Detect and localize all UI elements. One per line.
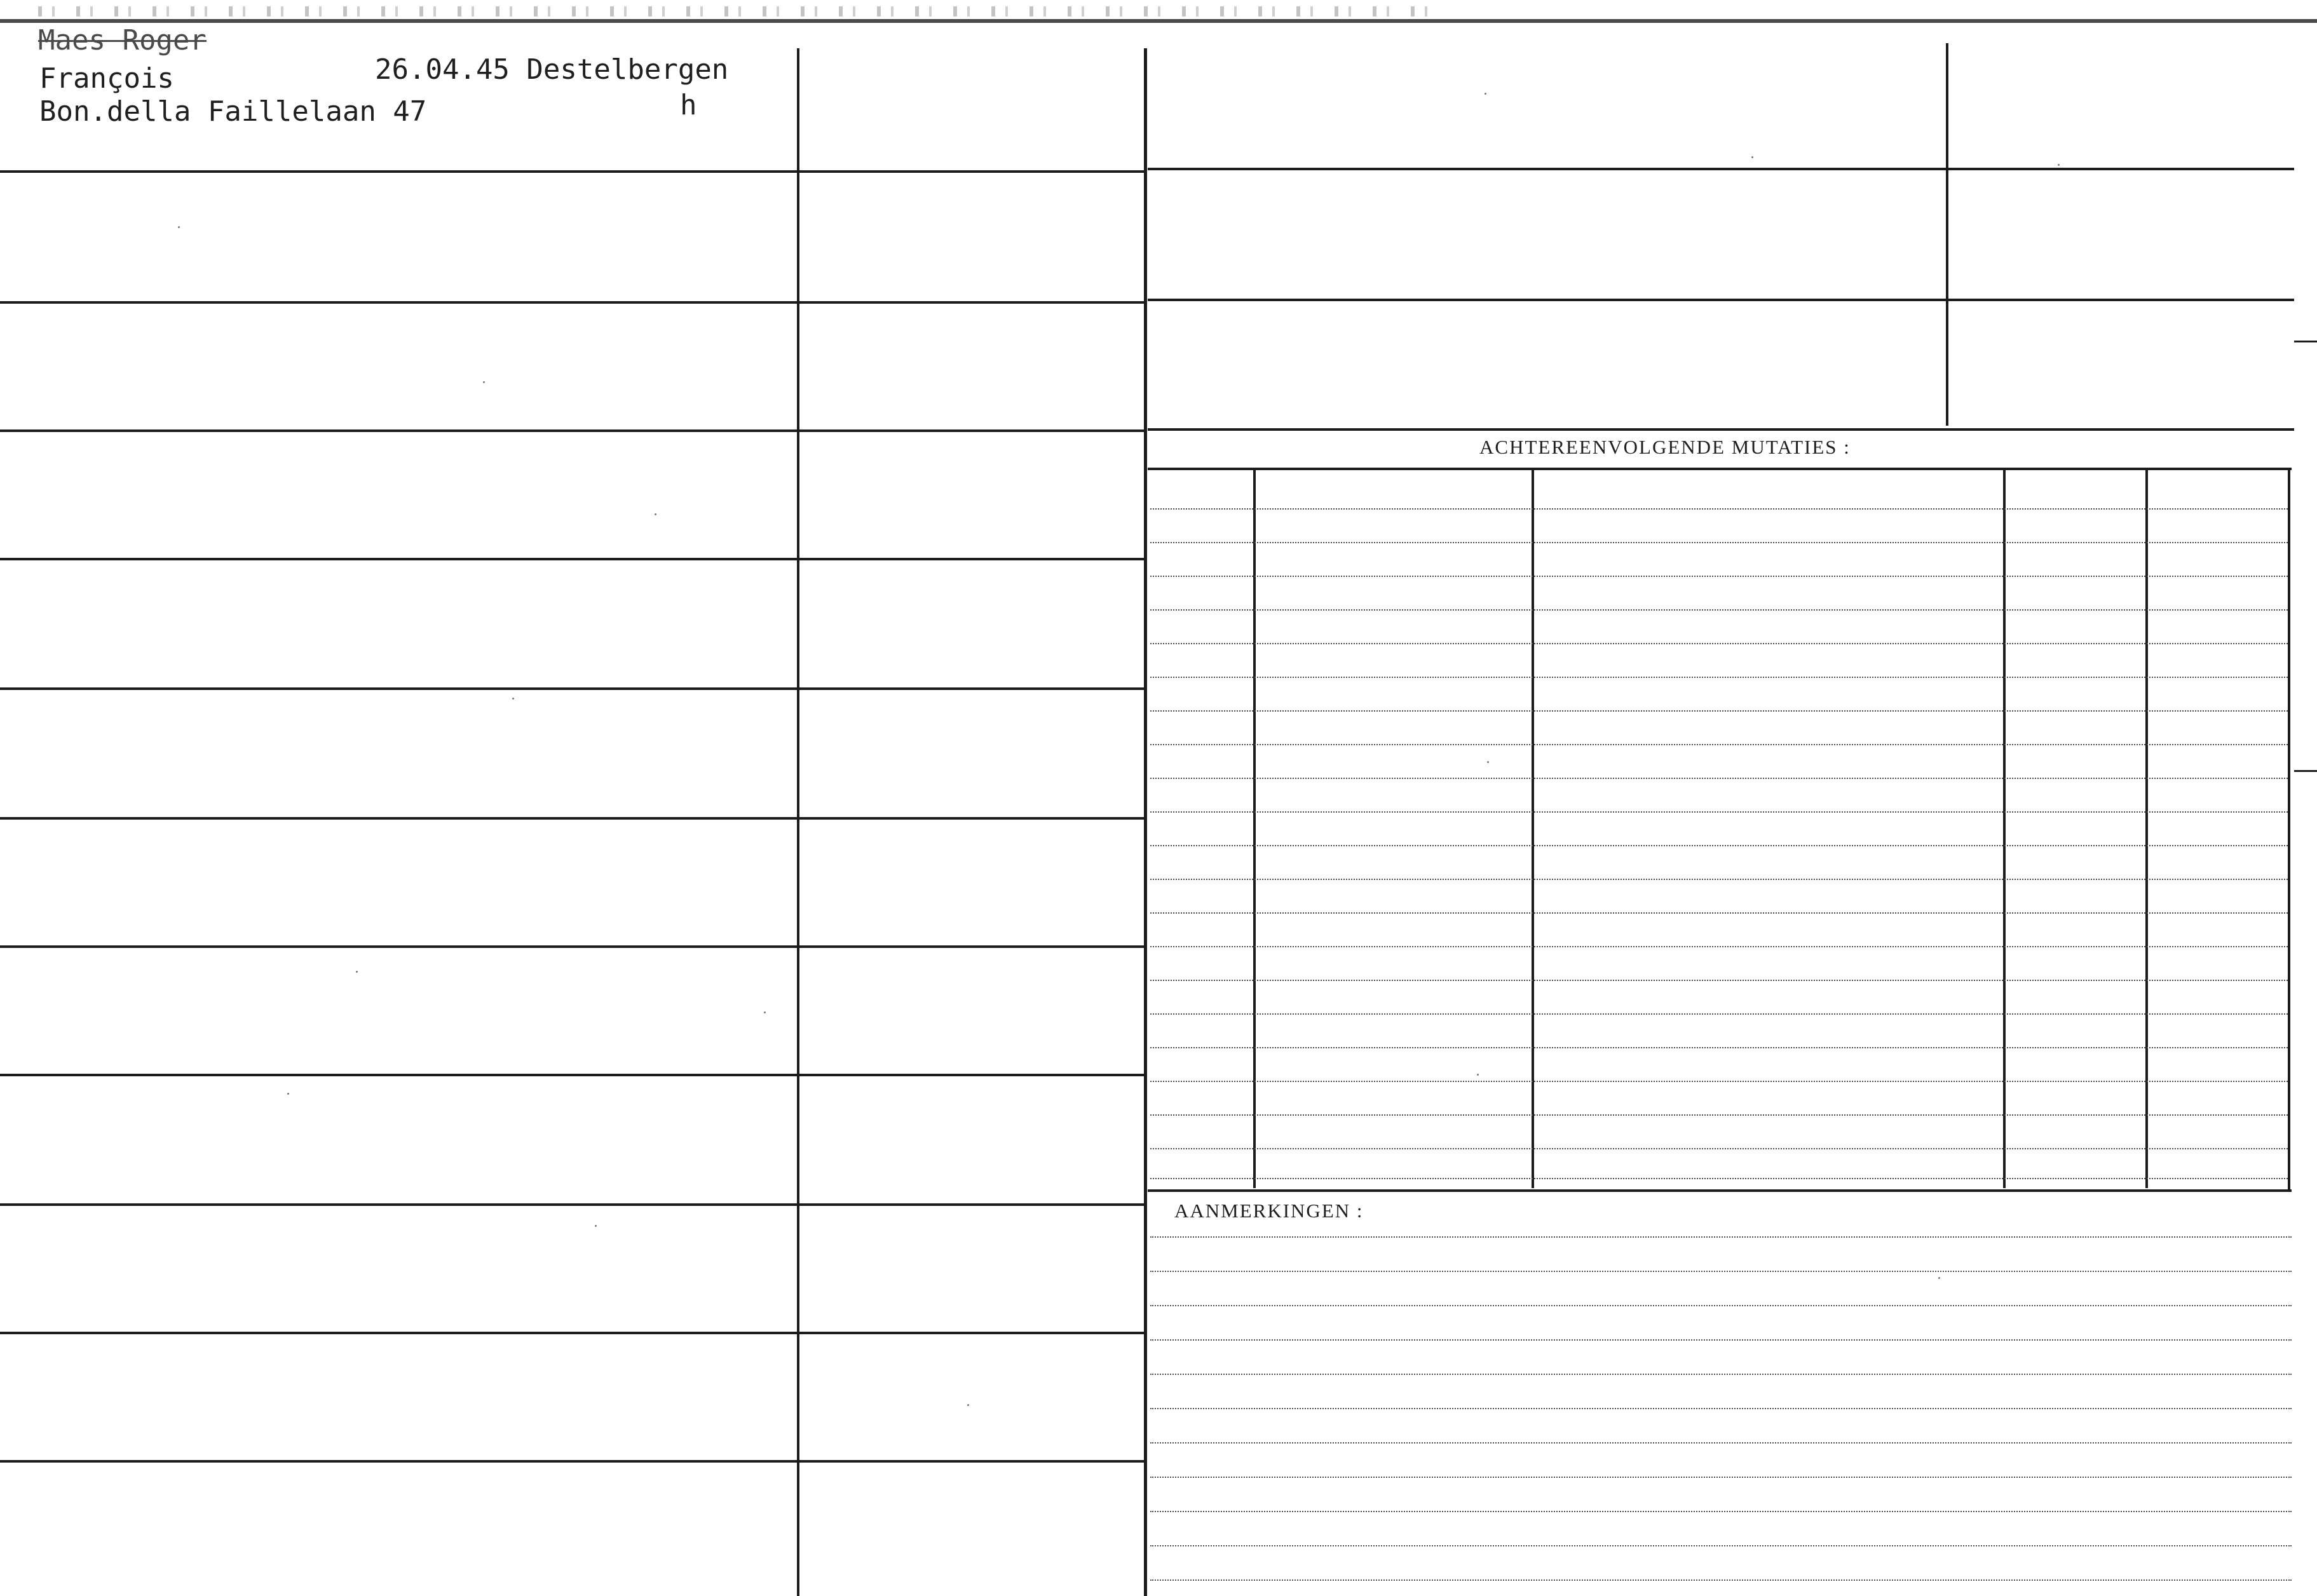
status-code: h <box>680 89 697 121</box>
street-address: Bon.della Faillelaan 47 <box>39 95 427 128</box>
mutations-ruled-line <box>1150 845 2288 846</box>
mutations-ruled-line <box>1150 1148 2288 1149</box>
speck <box>287 1093 289 1095</box>
remarks-ruled-line <box>1150 1477 2292 1478</box>
speck <box>1485 93 1486 95</box>
mutations-ruled-line <box>1150 576 2288 577</box>
mutations-ruled-line <box>1150 912 2288 914</box>
mutations-ruled-line <box>1150 643 2288 644</box>
center-divider <box>1144 48 1147 1596</box>
mutations-table-top <box>1148 468 2292 470</box>
top-border <box>0 19 2317 23</box>
mutations-ruled-line <box>1150 1114 2288 1116</box>
left-column-divider <box>797 48 799 1596</box>
left-row-line <box>0 817 1144 820</box>
remarks-ruled-line <box>1150 1545 2292 1546</box>
right-upper-row-line <box>1148 168 2294 170</box>
mutations-ruled-line <box>1150 879 2288 880</box>
remarks-ruled-line <box>1150 1271 2292 1272</box>
right-upper-column-divider <box>1946 43 1948 426</box>
left-row-line <box>0 429 1144 432</box>
left-row-line <box>0 1460 1144 1463</box>
mutations-ruled-line <box>1150 980 2288 981</box>
remarks-ruled-line <box>1150 1236 2292 1238</box>
mutations-ruled-line <box>1150 1013 2288 1015</box>
mutations-ruled-line <box>1150 778 2288 779</box>
speck <box>595 1225 597 1227</box>
left-row-line <box>0 170 1144 173</box>
left-row-line <box>0 687 1144 690</box>
left-row-line <box>0 945 1144 948</box>
mutations-ruled-line <box>1150 710 2288 712</box>
remarks-ruled-line <box>1150 1374 2292 1375</box>
left-row-line <box>0 1203 1144 1206</box>
speck <box>1487 761 1489 763</box>
edge-tick <box>2294 341 2317 342</box>
mutations-ruled-line <box>1150 811 2288 813</box>
remarks-ruled-line <box>1150 1579 2292 1581</box>
speck <box>178 226 180 228</box>
mutations-title: ACHTEREENVOLGENDE MUTATIES : <box>1479 436 1851 458</box>
mutations-ruled-line <box>1150 744 2288 745</box>
left-row-line <box>0 1332 1144 1334</box>
remarks-title: AANMERKINGEN : <box>1174 1200 1364 1222</box>
right-upper-row-line <box>1148 299 2294 301</box>
speck <box>655 513 656 515</box>
speck <box>967 1404 969 1406</box>
mutations-ruled-line <box>1150 946 2288 947</box>
mutations-ruled-line <box>1150 1081 2288 1082</box>
speck <box>483 381 485 383</box>
birth-date-place: 26.04.45 Destelbergen <box>375 53 729 86</box>
remarks-ruled-line <box>1150 1511 2292 1512</box>
remarks-ruled-line <box>1150 1442 2292 1444</box>
speck <box>1938 1277 1940 1279</box>
speck <box>1751 156 1753 158</box>
speck <box>356 971 358 973</box>
speck <box>2058 164 2060 166</box>
left-row-line <box>0 1074 1144 1076</box>
remarks-ruled-line <box>1150 1408 2292 1409</box>
top-border-scan-noise <box>38 6 1436 17</box>
left-row-line <box>0 558 1144 560</box>
right-upper-row-line <box>1148 428 2294 431</box>
remarks-ruled-line <box>1150 1305 2292 1306</box>
mutations-ruled-line <box>1150 1178 2288 1179</box>
mutations-ruled-line <box>1150 508 2288 510</box>
surname-firstname-struck: Maes Roger <box>38 24 207 57</box>
mutations-table-bottom <box>1148 1189 2292 1192</box>
mutations-column-line <box>2288 470 2290 1191</box>
mutations-ruled-line <box>1150 542 2288 543</box>
speck <box>764 1011 766 1013</box>
mutations-ruled-line <box>1150 609 2288 611</box>
speck <box>1477 1074 1479 1076</box>
left-row-line <box>0 301 1144 304</box>
remarks-ruled-line <box>1150 1339 2292 1341</box>
mutations-ruled-line <box>1150 1047 2288 1048</box>
speck <box>512 698 514 700</box>
firstname: François <box>39 62 174 95</box>
mutations-ruled-line <box>1150 677 2288 678</box>
edge-tick <box>2294 770 2317 772</box>
